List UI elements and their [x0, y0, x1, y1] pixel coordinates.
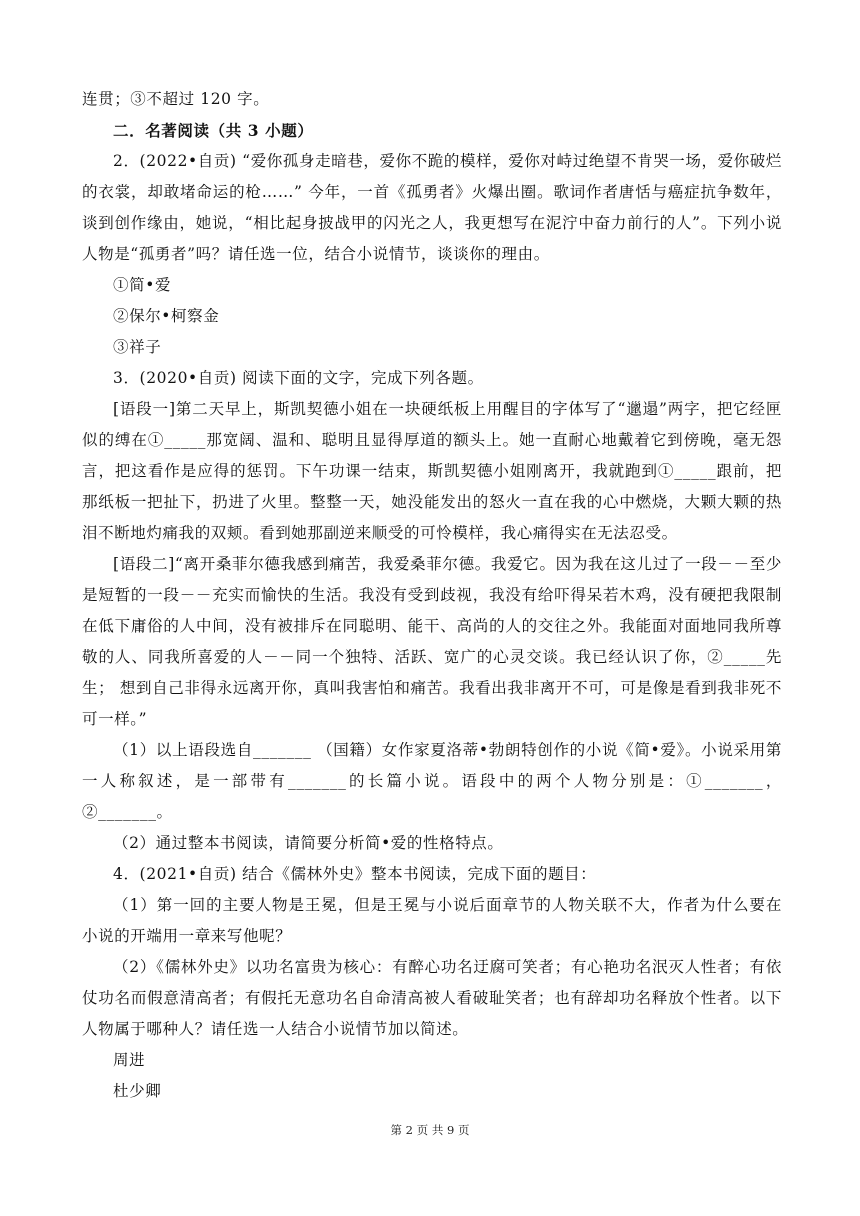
question-2-option-3: ③祥子 — [113, 338, 162, 356]
text-line: 连贯；③不超过 120 字。 — [82, 90, 270, 108]
question-3-passage-1: [语段一]第二天早上，斯凯契德小姐在一块硬纸板上用醒目的字体写了“邋遢”两字，把它经匣似的缚在①_____那宽阔、温和、聪明且显得厚道的额头上。她一直耐心地戴着它到傍晚，毫无怨言，把这看作是应得的惩罚。下午功课一结束，斯凯契德小姐刚离开，我就跑到①_____跟前，把那纸板一把扯下，扔进了火里。整整一天，她没能发出的怒火一直在我的心中燃烧，大颗大颗的热泪不断地灼痛我的双颊。看到她那副逆来顺受的可怜模样，我心痛得实在无法忍受。 — [82, 400, 782, 542]
question-3-sub-1: （1）以上语段选自_______ （国籍）女作家夏洛蒂•勃朗特创作的小说《简•爱》。小说采用第一人称叙述，是一部带有_______的长篇小说。语段中的两个人物分别是：①_______，②_______。 — [82, 741, 782, 821]
page-content — [82, 84, 782, 1107]
question-4: 4．(2021•自贡) 结合《儒林外史》整本书阅读，完成下面的题目： — [113, 865, 597, 883]
question-3-passage-2: [语段二]“离开桑菲尔德我感到痛苦，我爱桑菲尔德。我爱它。因为我在这儿过了一段－－至少是短暂的一段－－充实而愉快的生活。我没有受到歧视，我没有给吓得呆若木鸡，没有硬把我限制在低下庸俗的人中间，没有被排斥在同聪明、能干、高尚的人的交往之外。我能面对面地同我所尊敬的人、同我所喜爱的人－－同一个独特、活跃、宽广的心灵交谈。我已经认识了你，②_____先生； 想到自己非得永远离开你，真叫我害怕和痛苦。我看出我非离开不可，可是像是看到我非死不可一样。” — [82, 555, 782, 728]
question-3-sub-2: （2）通过整本书阅读，请简要分析简•爱的性格特点。 — [113, 834, 504, 852]
question-2-option-2: ②保尔•柯察金 — [113, 307, 220, 325]
question-3: 3．(2020•自贡) 阅读下面的文字，完成下列各题。 — [113, 369, 484, 387]
question-4-sub-1: （1）第一回的主要人物是王冕，但是王冕与小说后面章节的人物关联不大，作者为什么要在小说的开端用一章来写他呢？ — [82, 896, 782, 945]
question-4-option-1: 周进 — [113, 1051, 146, 1069]
question-4-option-2: 杜少卿 — [113, 1082, 162, 1100]
question-4-sub-2: （2）《儒林外史》以功名富贵为核心：有醉心功名迂腐可笑者；有心艳功名泯灭人性者；有依仗功名而假意清高者；有假托无意功名自命清高被人看破耻笑者；也有辞却功名释放个性者。以下人物属于哪种人？请任选一人结合小说情节加以简述。 — [82, 958, 782, 1038]
question-2: 2．(2022•自贡) “爱你孤身走暗巷，爱你不跪的模样，爱你对峙过绝望不肯哭一场，爱你破烂的衣裳，却敢堵命运的枪……” 今年，一首《孤勇者》火爆出圈。歌词作者唐恬与癌症抗争数年，谈到创作缘由，她说，“相比起身披战甲的闪光之人，我更想写在泥泞中奋力前行的人”。下列小说人物是“孤勇者”吗？请任选一位，结合小说情节，谈谈你的理由。 — [82, 152, 782, 263]
section-heading: 二．名著阅读（共 3 小题） — [113, 121, 314, 140]
page-footer: 第 2 页 共 9 页 — [390, 1123, 470, 1137]
question-2-option-1: ①简•爱 — [113, 276, 172, 294]
